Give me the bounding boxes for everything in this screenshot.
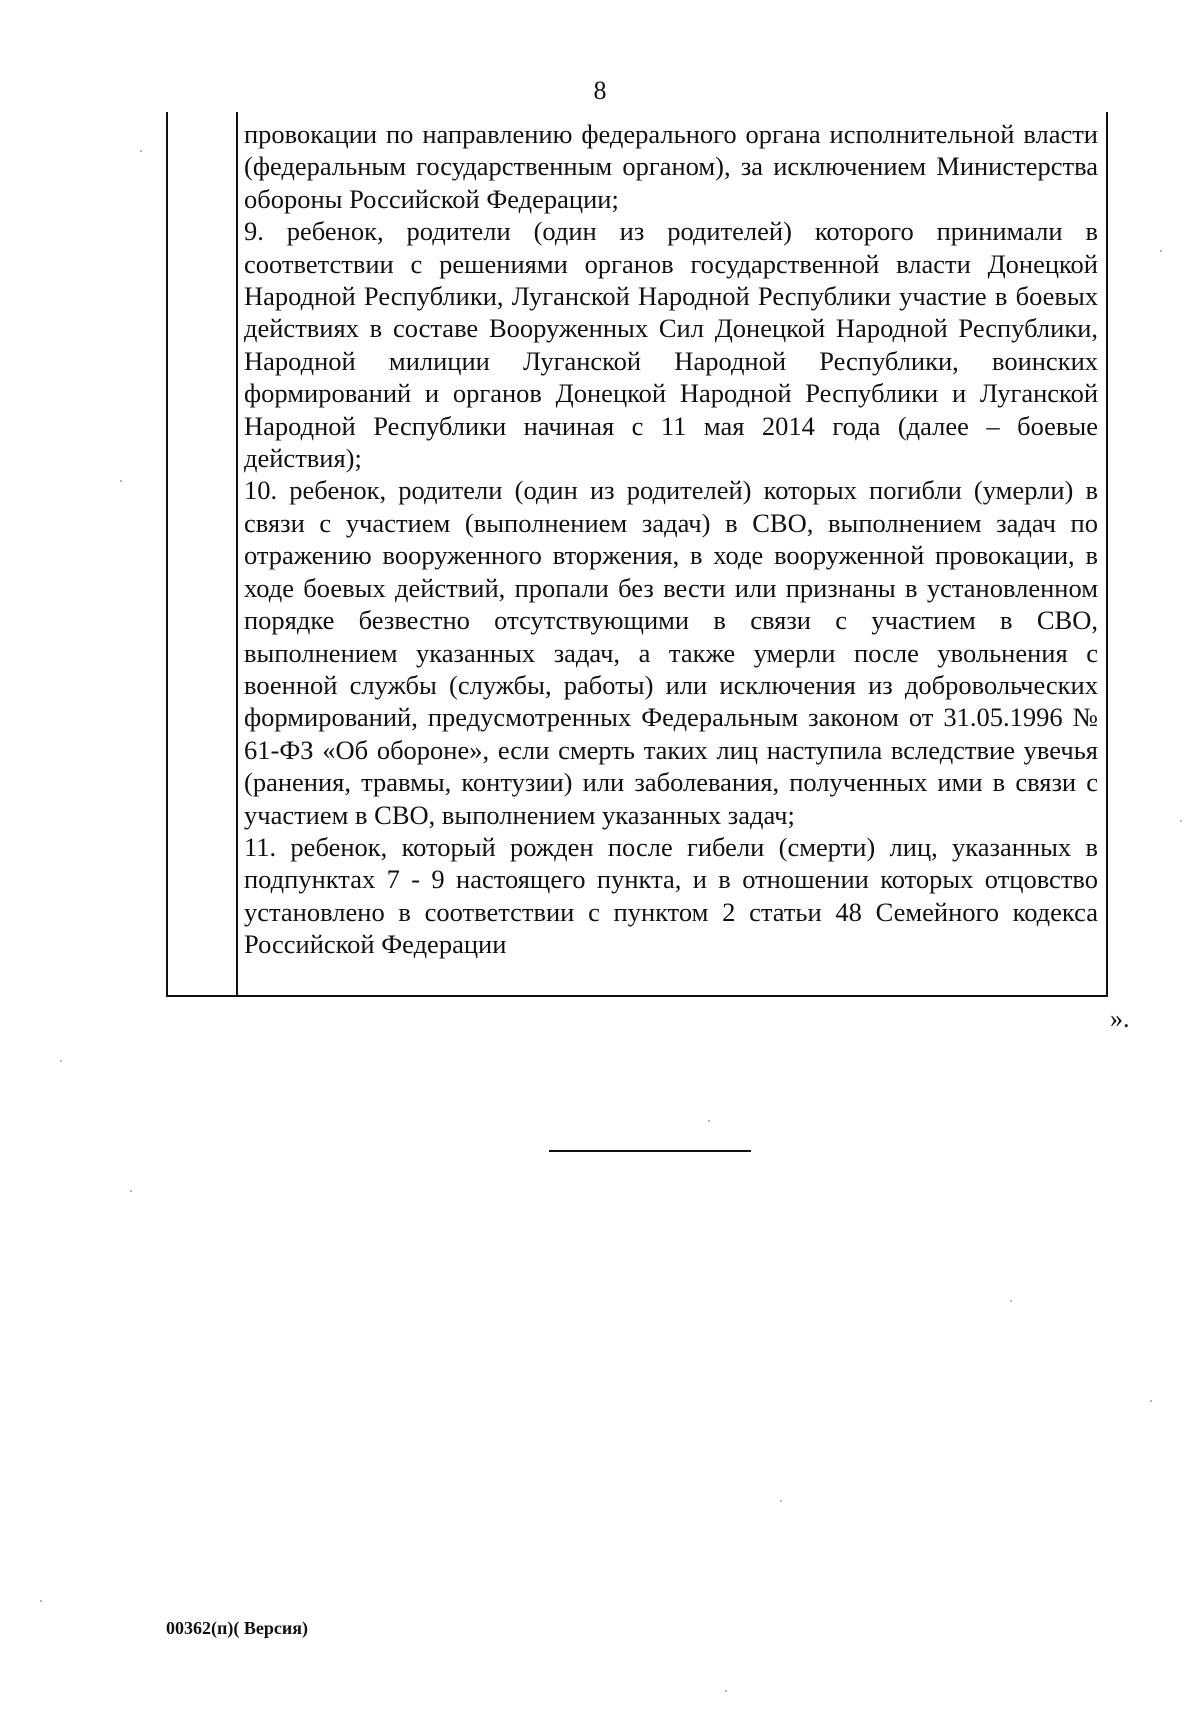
document-table (166, 112, 1108, 997)
scan-speck (120, 480, 122, 482)
closing-quote: ». (1110, 1004, 1130, 1033)
page-number: 8 (593, 76, 607, 105)
scan-speck (140, 150, 142, 152)
separator-line (549, 1150, 751, 1152)
scan-speck (1160, 250, 1162, 252)
paragraph-item-10: 10. ребенок, родители (один из родителей) которых погибли (умерли) в связи с участием (выполнением задач) в СВО, выполнением задач по отражению вооруженного вторжения, в ходе вооруженной провокации, в ходе боевых действий, пропали без вести или признаны в установленном порядке безвестно отсутствующими в связи с участием в СВО, выполнением указанных задач, а также умерли после увольнения с военной службы (службы, работы) или исключения из добровольческих формирований, предусмотренных Федеральным законом от 31.05.1996 № 61-ФЗ «Об обороне», если смерть таких лиц наступила вследствие увечья (ранения, травмы, контузии) или заболевания, полученных ими в связи с участием в СВО, выполнением указанных задач; (244, 475, 1098, 830)
scan-speck (1150, 1400, 1152, 1402)
footer-code: 00362(п)( Версия) (166, 1618, 308, 1638)
table-column-divider (236, 112, 238, 995)
scan-speck (40, 1600, 42, 1602)
table-text-cell (244, 118, 1098, 961)
paragraph-item-11: 11. ребенок, который рожден после гибели (смерти) лиц, указанных в подпунктах 7 - 9 настоящего пункта, и в отношении которых отцовство установлено в соответствии с пунктом 2 статьи 48 Семейного кодекса Российской Федерации (244, 831, 1098, 960)
scan-speck (1180, 820, 1182, 822)
paragraph-continuation: провокации по направлению федерального органа исполнительной власти (федеральным государственным органом), за исключением Министерства обороны Российской Федерации; (244, 119, 1098, 214)
scan-speck (708, 1120, 710, 1122)
scan-speck (130, 1190, 132, 1192)
paragraph-item-9: 9. ребенок, родители (один из родителей) которого принимали в соответствии с решениями органов государственной власти Донецкой Народной Республики, Луганской Народной Республики участие в боевых действиях в составе Вооруженных Сил Донецкой Народной Республики, Народной милиции Луганской Народной Республики, воинских формирований и органов Донецкой Народной Республики и Луганской Народной Республики начиная с 11 мая 2014 года (далее – боевые действия); (244, 216, 1098, 474)
scan-speck (60, 1060, 62, 1062)
scan-speck (725, 1690, 727, 1692)
scan-speck (780, 1500, 782, 1502)
scan-speck (1010, 1300, 1012, 1302)
